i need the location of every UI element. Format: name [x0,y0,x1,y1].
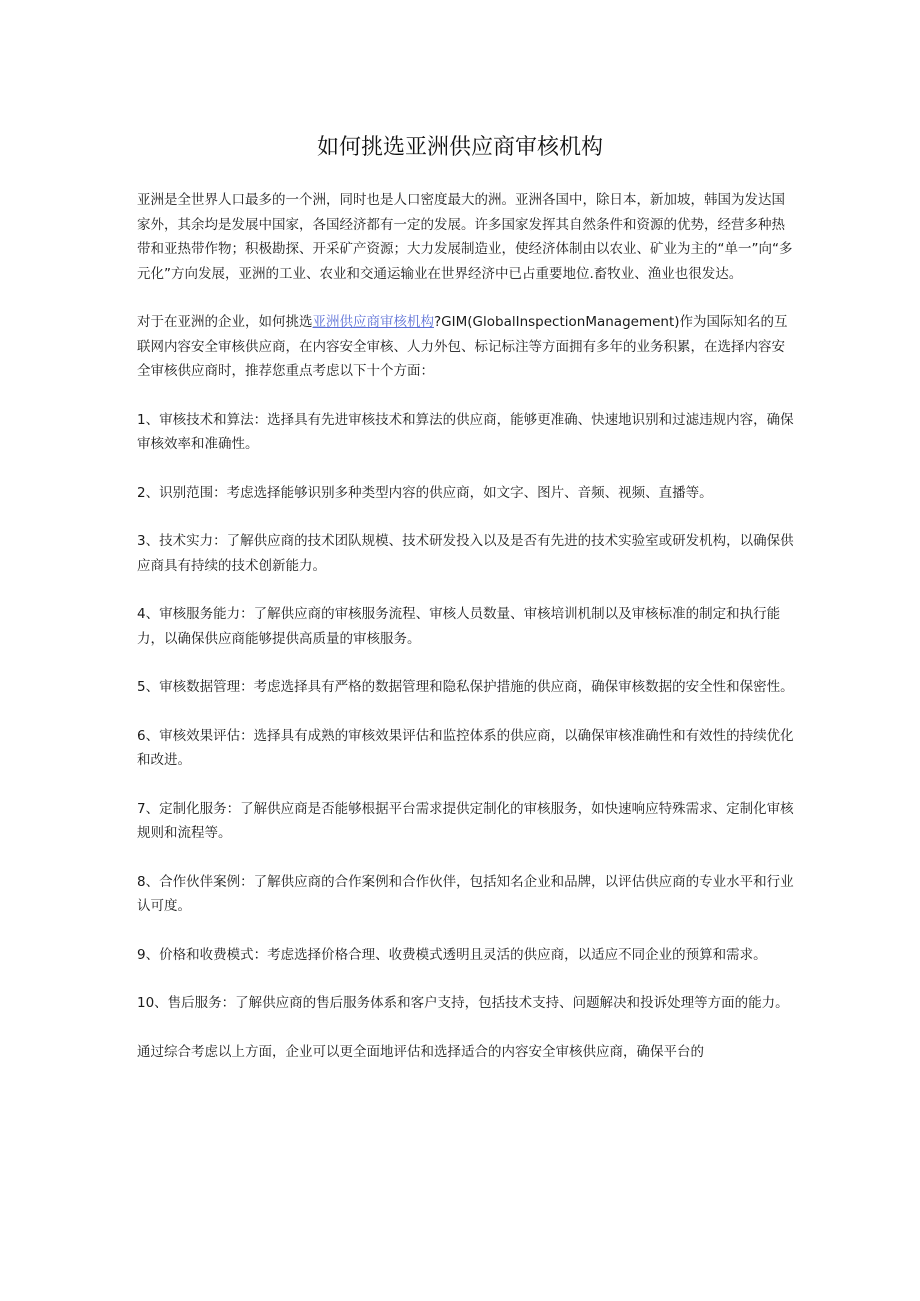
list-item-8: 8、合作伙伴案例：了解供应商的合作案例和合作伙伴，包括知名企业和品牌，以评估供应商的专业水平和行业认可度。 [137,873,794,914]
intro-paragraph: 亚洲是全世界人口最多的一个洲，同时也是人口密度最大的洲。亚洲各国中，除日本，新加坡，韩国为发达国家外，其余均是发展中国家，各国经济都有一定的发展。许多国家发挥其自然条件和资源的优势，经营多种热带和亚热带作物；积极勘探、开采矿产资源；大力发展制造业，使经济体制由以农业、矿业为主的“单一”向“多元化”方向发展，亚洲的工业、农业和交通运输业在世界经济中已占重要地位.畜牧业、渔业也很发达。 [137,192,793,282]
list-item-7: 7、定制化服务：了解供应商是否能够根据平台需求提供定制化的审核服务，如快速响应特殊需求、定制化审核规则和流程等。 [137,800,794,841]
list-item-1: 1、审核技术和算法：选择具有先进审核技术和算法的供应商，能够更准确、快速地识别和过滤违规内容，确保审核效率和准确性。 [137,411,794,452]
list-item-4: 4、审核服务能力：了解供应商的审核服务流程、审核人员数量、审核培训机制以及审核标准的制定和执行能力，以确保供应商能够提供高质量的审核服务。 [137,606,781,647]
page-title: 如何挑选亚洲供应商审核机构 [316,135,603,160]
list-item-6: 6、审核效果评估：选择具有成熟的审核效果评估和监控体系的供应商，以确保审核准确性和有效性的持续优化和改进。 [137,727,794,768]
article-body [137,188,797,1088]
gim-paragraph-rest: ?GIM(GlobalInspectionManagement)作为国际知名的互联网内容安全审核供应商，在内容安全审核、人力外包、标记标注等方面拥有多年的业务积累，在选择内容安全审核供应商时，推荐您重点考虑以下十个方面： [137,314,788,379]
list-item-5: 5、审核数据管理：考虑选择具有严格的数据管理和隐私保护措施的供应商，确保审核数据的安全性和保密性。 [137,679,794,695]
supplier-audit-link[interactable]: 亚洲供应商审核机构 [312,314,434,330]
gim-paragraph [137,310,797,384]
gim-paragraph-lead: 对于在亚洲的企业，如何挑选 [137,314,313,330]
list-item-10: 10、售后服务：了解供应商的售后服务体系和客户支持，包括技术支持、问题解决和投诉处理等方面的能力。 [137,995,789,1011]
list-item-3: 3、技术实力：了解供应商的技术团队规模、技术研发投入以及是否有先进的技术实验室或研发机构，以确保供应商具有持续的技术创新能力。 [137,533,794,574]
list-item-2: 2、识别范围：考虑选择能够识别多种类型内容的供应商，如文字、图片、音频、视频、直播等。 [137,484,713,501]
closing-paragraph: 通过综合考虑以上方面，企业可以更全面地评估和选择适合的内容安全审核供应商，确保平台的 [137,1043,704,1060]
list-item-9: 9、价格和收费模式：考虑选择价格合理、收费模式透明且灵活的供应商，以适应不同企业的预算和需求。 [137,946,767,963]
